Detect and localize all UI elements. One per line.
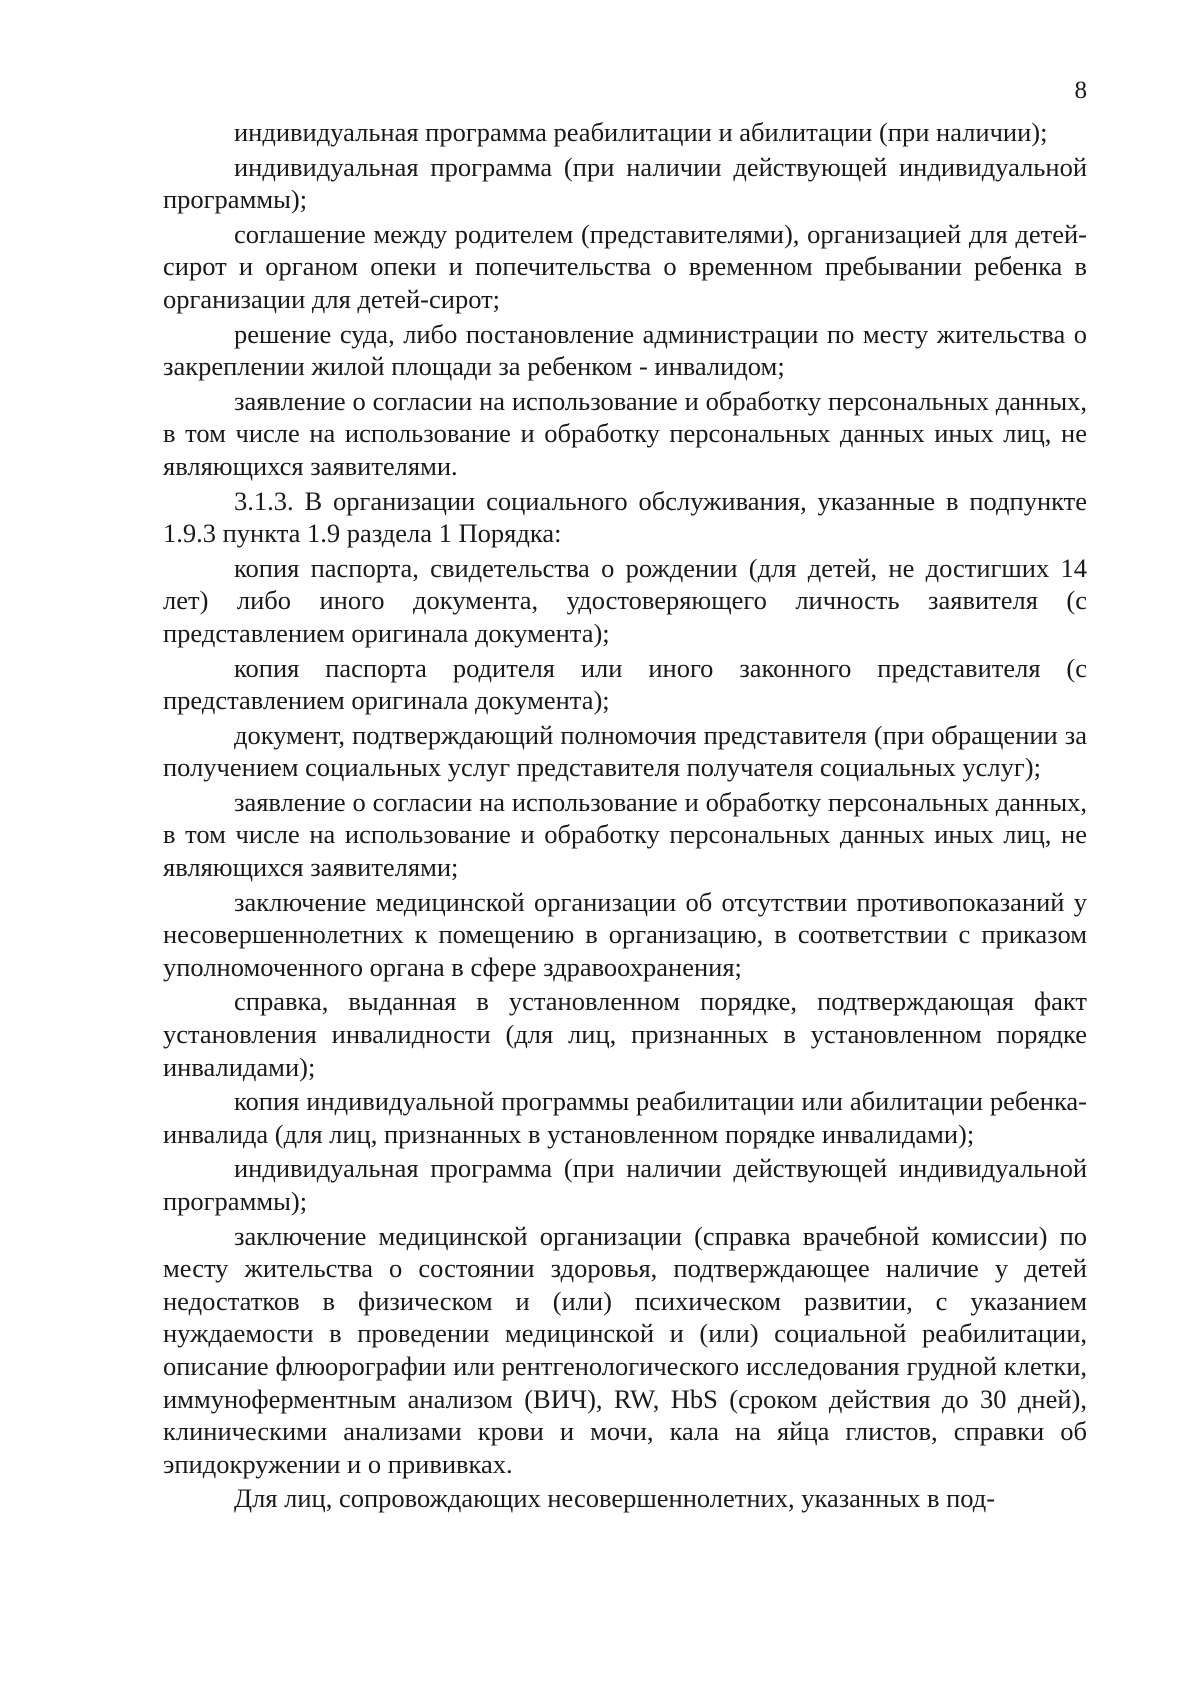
paragraph: копия паспорта родителя или иного законного представителя (с представлением оригинала документа);: [163, 652, 1087, 716]
paragraph: заключение медицинской организации об отсутствии противопоказаний у несовершеннолетних к помещению в организацию, в соответствии с приказом уполномоченного органа в сфере здравоохранения;: [163, 886, 1087, 982]
paragraph: заключение медицинской организации (справка врачебной комиссии) по месту жительства о состоянии здоровья, подтверждающее наличие у детей недостатков в физическом и (или) психическом развитии, с указанием нуждаемости в проведении медицинской и (или) социальной реабилитации, описание флюорографии или рентгенологического исследования грудной клетки, иммуноферментным анализом (ВИЧ), RW, HbS (сроком действия до 30 дней), клиническими анализами крови и мочи, кала на яйца глистов, справки об эпидокружении и о прививках.: [163, 1220, 1087, 1479]
paragraph: Для лиц, сопровождающих несовершеннолетних, указанных в под-: [234, 1483, 996, 1514]
page-number: 8: [1074, 77, 1087, 104]
paragraph: справка, выданная в установленном порядке, подтверждающая факт установления инвалидности (для лиц, признанных в установленном порядке инвалидами);: [163, 986, 1087, 1082]
paragraph: индивидуальная программа (при наличии действующей индивидуальной программы);: [163, 1153, 1087, 1216]
paragraph: копия индивидуальной программы реабилитации или абилитации ребенка-инвалида (для лиц, признанных в установленном порядке инвалидами);: [163, 1086, 1087, 1149]
paragraph: заявление о согласии на использование и обработку персональных данных, в том числе на использование и обработку персональных данных иных лиц, не являющихся заявителями;: [163, 786, 1087, 883]
paragraph: решение суда, либо постановление администрации по месту жительства о закреплении жилой площади за ребенком - инвалидом;: [163, 318, 1087, 382]
paragraph: документ, подтверждающий полномочия представителя (при обращении за получением социальных услуг представителя получателя социальных услуг);: [163, 719, 1087, 783]
paragraph: 3.1.3. В организации социального обслуживания, указанные в подпункте 1.9.3 пункта 1.9 раздела 1 Порядка:: [163, 485, 1087, 549]
document-body: [163, 116, 1087, 1517]
paragraph: заявление о согласии на использование и обработку персональных данных, в том числе на использование и обработку персональных данных иных лиц, не являющихся заявителями.: [163, 385, 1087, 481]
paragraph: индивидуальная программа реабилитации и абилитации (при наличии);: [234, 117, 1048, 147]
paragraph: копия паспорта, свидетельства о рождении (для детей, не достигших 14 лет) либо иного документа, удостоверяющего личность заявителя (с представлением оригинала документа);: [163, 552, 1087, 648]
paragraph: индивидуальная программа (при наличии действующей индивидуальной программы);: [163, 151, 1087, 215]
paragraph: соглашение между родителем (представителями), организацией для детей-сирот и органом опеки и попечительства о временном пребывании ребенка в организации для детей-сирот;: [163, 218, 1087, 314]
